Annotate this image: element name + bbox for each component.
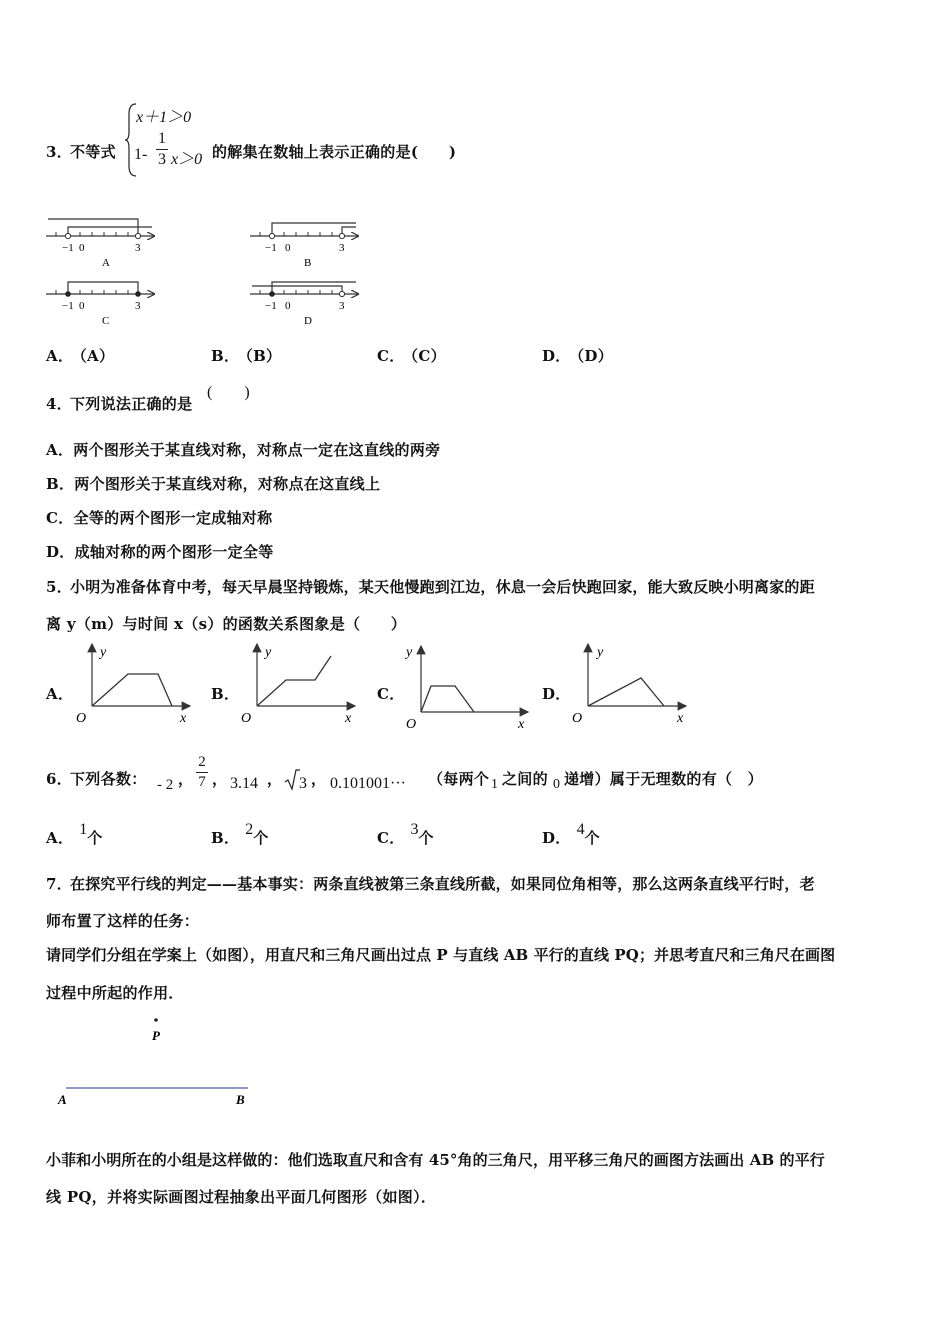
q3-option-d-letter: D．	[542, 347, 571, 365]
q7-line3: 请同学们分组在学案上（如图），用直尺和三角尺画出过点 P 与直线 AB 平行的直线 PQ；并思考直尺和三角尺在画图	[46, 946, 836, 964]
q5-a-y: y	[100, 645, 107, 660]
q4-option-c[interactable]	[46, 507, 272, 528]
q6-option-c-num: 3	[410, 821, 419, 838]
q3-figure-b-label: B	[304, 257, 312, 269]
q7-label-p: P	[152, 1028, 160, 1043]
q5-c-x: x	[518, 717, 525, 732]
q6-option-c-unit: 个	[418, 829, 434, 847]
q6-tail-d: 0	[553, 777, 560, 792]
q3-a-label-three: 3	[135, 242, 141, 254]
q5-graph-a	[76, 644, 190, 726]
q5-number: 5．	[46, 578, 73, 596]
q6-fraction-numerator: 2	[198, 754, 206, 770]
q3-option-b[interactable]	[211, 345, 281, 366]
q7-line4: 过程中所起的作用．	[46, 984, 184, 1002]
q4-option-b-text: 两个图形关于某直线对称，对称点在这直线上	[74, 475, 381, 493]
q6-option-d[interactable]	[542, 818, 600, 847]
q5-option-a-letter[interactable]: A．	[46, 685, 74, 703]
q3-c-label-neg1: −1	[62, 300, 74, 312]
q6-sep2: ，	[212, 770, 228, 788]
q5-graphs	[0, 636, 950, 736]
q6-option-c-letter: C．	[377, 829, 405, 847]
q3-option-c-letter: C．	[377, 347, 405, 365]
q5-graph-b	[241, 644, 355, 726]
q7-line2: 师布置了这样的任务：	[46, 912, 200, 930]
q3-figure-d	[250, 282, 358, 327]
q6-option-d-letter: D．	[542, 829, 571, 847]
q7-label-b: B	[236, 1092, 245, 1107]
q4-option-a[interactable]	[46, 439, 440, 460]
q3-option-d-text: （D）	[576, 347, 614, 365]
q3-d-label-zero: 0	[285, 300, 291, 312]
q5-b-y: y	[265, 645, 272, 660]
q5-b-x: x	[345, 711, 352, 726]
q7-point-p	[154, 1018, 158, 1022]
q4-option-b-letter: B．	[46, 475, 75, 493]
q6-option-a-unit: 个	[87, 829, 103, 847]
q6-tail-b: 1	[491, 777, 498, 792]
q3-lead: 不等式	[70, 143, 116, 161]
q3-option-c-text: （C）	[410, 347, 446, 365]
q5-option-b-letter[interactable]: B．	[211, 685, 240, 703]
q3-option-d[interactable]	[542, 345, 613, 366]
q7-label-a: A	[58, 1092, 67, 1107]
q6-tail-c: 之间的	[502, 770, 548, 788]
q4-option-d[interactable]	[46, 541, 274, 562]
q3-option-a-text: （A）	[79, 347, 115, 365]
q6-option-c[interactable]	[377, 818, 434, 847]
q6-num3: 3.14	[230, 775, 258, 792]
q5-d-o: O	[572, 711, 583, 726]
q5-a-o: O	[76, 711, 87, 726]
q7-number: 7．	[46, 875, 73, 893]
q3-tail: 的解集在数轴上表示正确的是( )	[212, 143, 457, 161]
q5-option-d-letter[interactable]: D．	[542, 685, 571, 703]
q3-figure-b	[250, 223, 358, 269]
q3-fraction-numerator: 1	[158, 130, 166, 147]
q3-option-c[interactable]	[377, 345, 446, 366]
q6-num4-radicand: 3	[299, 775, 307, 792]
q6-option-a[interactable]	[46, 818, 103, 847]
q6-sqrt-icon	[284, 768, 300, 792]
q6-option-b-unit: 个	[253, 829, 269, 847]
q6-sep1: ，	[178, 770, 194, 788]
q5-b-o: O	[241, 711, 252, 726]
q6-option-b-num: 2	[245, 821, 254, 838]
q3-option-a-letter: A．	[46, 347, 74, 365]
q4-option-d-text: 成轴对称的两个图形一定全等	[74, 543, 274, 561]
q4-paren: ( )	[207, 384, 250, 401]
q5-line1: 小明为准备体育中考，每天早晨坚持锻炼，某天他慢跑到江边，休息一会后快跑回家，能大致反映小明离家的距	[70, 578, 815, 596]
q5-line2: 离 y（m）与时间 x（s）的函数关系图象是（ ）	[46, 615, 407, 633]
q6-option-a-num: 1	[79, 821, 88, 838]
q6-option-d-num: 4	[576, 821, 585, 838]
q3-fraction	[156, 130, 168, 169]
q5-graph-d	[572, 644, 686, 726]
q3-c-label-three: 3	[135, 300, 141, 312]
q5-c-y: y	[406, 645, 413, 660]
q3-figure-a	[46, 219, 154, 269]
q3-option-a[interactable]	[46, 345, 114, 366]
q4-option-c-letter: C．	[46, 509, 74, 527]
q6-num1: - 2	[157, 777, 174, 793]
q3-a-label-zero: 0	[79, 242, 85, 254]
q3-number: 3．	[46, 143, 73, 161]
q3-system-line2-pre: 1-	[134, 146, 148, 163]
q3-a-label-neg1: −1	[62, 242, 74, 254]
q6-sep4: ，	[311, 770, 327, 788]
q7-figure	[50, 1008, 270, 1108]
q6-sep3: ，	[267, 770, 283, 788]
q3-figure-a-label: A	[102, 257, 110, 269]
q5-d-y: y	[597, 645, 604, 660]
q4-stem: 下列说法正确的是	[70, 395, 193, 413]
q3-system-line1: x＋1＞0	[136, 109, 192, 126]
q3-d-label-three: 3	[339, 300, 345, 312]
q4-option-d-letter: D．	[46, 543, 75, 561]
q6-tail-e: 递增）属于无理数的有（ ）	[564, 770, 763, 788]
q4-option-a-letter: A．	[46, 441, 74, 459]
q7-line6: 线 PQ，并将实际画图过程抽象出平面几何图形（如图）．	[46, 1188, 437, 1206]
q3-b-label-three: 3	[339, 242, 345, 254]
q7-line1: 在探究平行线的判定——基本事实：两条直线被第三条直线所截，如果同位角相等，那么这两条直线平行时，老	[70, 875, 815, 893]
q3-b-label-neg1: −1	[265, 242, 277, 254]
q7-line5: 小菲和小明所在的小组是这样做的：他们选取直尺和含有 45°角的三角尺，用平移三角尺的画图方法画出 AB 的平行	[46, 1151, 825, 1169]
q3-fraction-bar	[156, 149, 168, 150]
q3-fraction-denominator: 3	[158, 151, 166, 168]
q5-option-c-letter[interactable]: C．	[377, 685, 405, 703]
q4-option-a-text: 两个图形关于某直线对称，对称点一定在这直线的两旁	[73, 441, 441, 459]
q5-a-x: x	[180, 711, 187, 726]
q3-b-label-zero: 0	[285, 242, 291, 254]
q3-number-line-figures	[40, 216, 370, 328]
q6-option-a-letter: A．	[46, 829, 74, 847]
q4-option-b[interactable]	[46, 473, 380, 494]
q6-option-b-letter: B．	[211, 829, 240, 847]
q5-graph-c	[404, 645, 528, 732]
q3-system-line2-post: x＞0	[171, 151, 203, 168]
q6-lead: 下列各数：	[70, 770, 147, 788]
q6-fraction-bar	[196, 772, 208, 773]
q3-d-label-neg1: −1	[265, 300, 277, 312]
q3-option-b-letter: B．	[211, 347, 240, 365]
q4-option-c-text: 全等的两个图形一定成轴对称	[73, 509, 273, 527]
q3-option-b-text: （B）	[245, 347, 282, 365]
q6-fraction	[196, 754, 208, 791]
q4-number: 4．	[46, 395, 73, 413]
q6-tail-a: （每两个	[428, 770, 490, 788]
q3-c-label-zero: 0	[79, 300, 85, 312]
q6-number: 6．	[46, 770, 73, 788]
q6-fraction-denominator: 7	[198, 774, 206, 790]
q3-figure-c-label: C	[102, 315, 110, 327]
q5-d-x: x	[677, 711, 684, 726]
q5-c-o: O	[406, 717, 417, 732]
q6-num5: 0.101001···	[330, 775, 406, 792]
q3-figure-c	[46, 282, 154, 327]
q6-option-d-unit: 个	[584, 829, 600, 847]
q3-figure-d-label: D	[304, 315, 312, 327]
q6-option-b[interactable]	[211, 818, 269, 847]
